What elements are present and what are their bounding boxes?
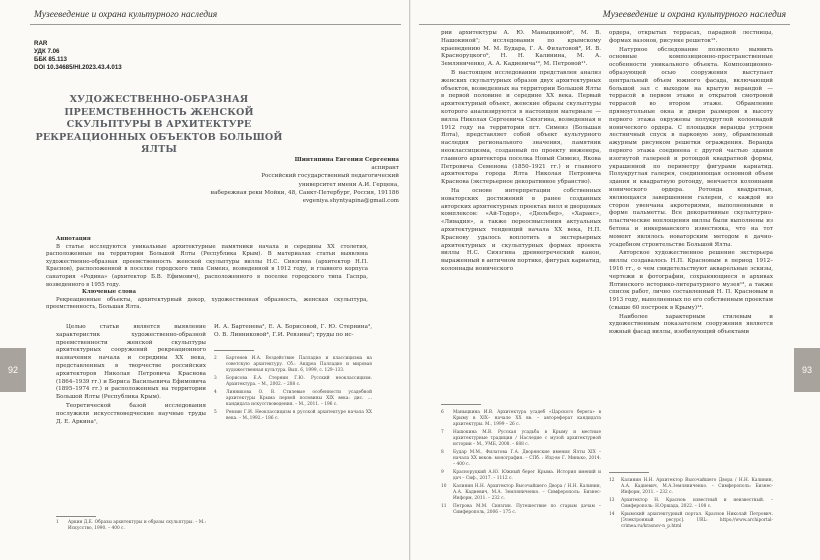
footnote-rule (56, 516, 96, 517)
footnotes-right-2 (609, 478, 773, 532)
author-email: evgeniya.shyntyapina@gmail.com (302, 198, 399, 205)
author-line: университет имени А.И. Герцена, (298, 181, 399, 188)
page-number-left: 92 (0, 348, 26, 392)
left-column-1 (56, 324, 206, 427)
paragraph: Целью статьи является выявление характеристик художественно-образной преемственности женской скульптуры архитектурных сооружений рекреационного назначения начала и середины XX века, представленных в творчестве российских архитекторов Николая Петровича Краснова (1864–1939 гг.) и Бориса Васильевича Ефимовича (1895–1974 гг.) и расположенных на территории Большой Ялты (Республика Крым). (56, 324, 206, 401)
paragraph: Теоретической базой исследования послужили искусствоведческие научные труды Д. Е. Аркина¹, (56, 402, 206, 425)
abstract-text: В статье исследуются уникальные архитектурные памятники начала и середины XX столетия, расположенные на территории Большой Ялты (Республика Крым). В материалах статьи выявлена художественно-образная преемственность женской скульптуры виллы Н.С. Сиязгина (архитектор Н.П. Краснов), расположенной в поселке городского типа Симеиз, возведенной в 1912 году, и главного корпуса санатория «Родина» (архитектор Б.В. Ефимович), расположенного в поселке городского типа Гаспра, возведенного в 1955 году. (46, 243, 368, 288)
header-rule-right (419, 24, 790, 25)
paragraph: Натурное обследование позволило выявить основные композиционно-пространственные особенности уникального объекта. Композиционно-образующей осью сооружения выступает центральный объем южного фасада, включающий большой зал с выходом на крытую верандой — террасой в первом этаже и открытой смотровой террасой во втором этаже. Обрамление прямоугольные окна и двери размером в высоту первого этажа окружены полукруглой колоннадой ионического ордера. С площадки веранды устроен лестничный спуск в парковую зону, обрамленный ажурным рисунком решетки ограждения. Веранда первого этажа соединена с другой частью здания изогнутой галереей и ротондой квадратной формы, украшенной по периметру фигурами кариатид. Полукруглая галерея, соединяющая основной объем здания и квадратную ротонду, венчается колоннами ионического ордера. Ротонда квадратная, являющаяся завершением галереи, с каждой из сторон увенчана акротериями, выполненными в форме пальметты. Все декоративные скульптурно-пластические воплощения виллы были выполнены из бетона и инкерманского известняка, что на тот момент являлось новаторским методом в дачно-усадебном строительстве Большой Ялты. (609, 46, 773, 248)
meta-line: УДК 7.06 (34, 48, 60, 55)
header-rule-left (30, 24, 401, 25)
running-header-left: Музееведение и охрана культурного наследия (34, 10, 218, 20)
author-line: аспирант (371, 165, 399, 172)
footnote: 13 Архитектор Н. Краснов: известный и неизвестный. – Симферополь: Н.Оршада, 2022. – 108 с. (609, 498, 773, 509)
paragraph: На основе интерпретации собственных новаторских достижений в ранее созданных авторских архитектурных проектах вилл и дворцовых комплексов: «Ай-Тодор», «Дюльбер», «Харакс», «Ливадия», а также переосмысления актуальных архитектурных тенденций начала XX века, Н.П. Краснову удалось воплотить в экстерьерных архитектурных и скульптурных формах проекта виллы Н.С. Сиязгина древнегреческий канон, выраженный в античном портике, фигурах кариатид, колоннады ионического (441, 187, 601, 272)
footnote: 10 Калинин Н.Н. Архитектор Высочайшего Двора / Н.Н. Калинин, А.А. Кадиевич, М.А. Земляниченко. – Симферополь: Бизнес-Информ, 2011. – 232 с. (441, 484, 601, 501)
meta-line: RAR (34, 40, 48, 47)
author-line: Российский государственный педагогический (261, 173, 399, 180)
footnote: 2 Бартенев И.А. Воздействие Палладио и классицизма на советскую архитектуру. Сб.: Андреа Палладио и мировая художественная культура. Вып. 6, 1999, с. 129–133. (214, 356, 372, 373)
meta-line: ББК 85.113 (34, 56, 67, 63)
right-page (410, 0, 820, 560)
footnote: 12 Калинин Н.Н. Архитектор Высочайшего Двора / Н.Н. Калинин, А.А. Кадиевич, М.А.Земляниченко. – Симферополь: Бизнес-Информ, 2011. – 232 с. (609, 478, 773, 495)
paragraph: рии архитектуры А. Ю. Маныцкиной⁶, М. В. Нашокиной⁷; исследования по крымскому краеведению М. М. Будара, Г. А. Филатовой⁸, И. В. Красноруцкого⁹, Н. Н. Калинина, М. А. Земляниченко, А. А. Кадиевича¹⁰, М. Петровой¹¹. (441, 30, 601, 68)
footnotes-right-1 (441, 410, 601, 518)
footnote: 9 Красноруцкий А.Ю. Южный берег Крыма. История имений и дач – Сиф., 2017. – 1112 с. (441, 470, 601, 481)
paragraph: В настоящем исследовании представлен анализ женских скульптурных образов двух архитектурных объектов, возведенных на территории Большой Ялты в первой половине и середине XX века. Первый архитектурный объект, женские образы скульптуры которого анализируются в настоящем материале — вилла Николая Сергеевича Сиязгина, возведенная в 1912 году на территории пгт. Симеиз (Большая Ялта), представляет собой объект культурного наследия регионального значения, памятник неоклассицизма, созданный по проекту инженера, главного архитектора поселка Новый Симеиз, Якова Петровича Семенова (1850–1921 гг.) и главного архитектора города Ялта Николая Петровича Краснова (экстерьерное декоративное убранство). (441, 69, 601, 186)
footnote-rule (609, 472, 649, 473)
page-number-right: 93 (794, 348, 820, 392)
keywords-label: Ключевые слова (82, 289, 136, 296)
footnote: 7 Нашокина М.В. Русская усадьба в Крыму и местные архитектурные традиции / Наследие с музой архитектурной истории – М., УМБ, 2008. – 688 с. (441, 430, 601, 447)
footnote: 14 Крымский архитектурный портал. Краснов Николай Петрович. [Электронный ресурс]. URL: https://www.archiportal-crimea.ru/krasnov-n_p.html (609, 512, 773, 529)
left-column-2 (214, 324, 372, 341)
paragraph: Авторское художественное решение экстерьера виллы создавалось Н.П. Красновым в период 1912–1916 гг., о чем свидетельствуют акварельные эскизы, чертежи и фотографии, сохраняющиеся в архивах Ялтинского историко-литературного музея¹³, а также список работ, лично составленный Н. П. Красновым в 1913 году, выполненных по его собственным проектам (свыше 60 построек в Крыму)¹⁴. (609, 250, 773, 311)
abstract-block (46, 236, 368, 312)
author-block (169, 156, 399, 205)
keywords-text: Рекреационные объекты, архитектурный декор, художественная образность, женская скульптура, преемственность, Большая Ялта. (46, 296, 368, 311)
running-header-right: Музееведение и охрана культурного наследия (602, 10, 786, 20)
footnote: 11 Петрова М.М. Сиязгин. Путешествие по старым дачам – Симферополь, 2006 – 175 с. (441, 504, 601, 515)
meta-line: DOI 10.34685/HI.2023.43.4.013 (34, 64, 122, 71)
footnote: 8 Будар М.М., Филатова Г.А. Дворянские имения Ялты XIX – начала XX веков: монография. – СПб. : Изд-во Г. Минько, 2014. – 400 с. (441, 450, 601, 467)
author-line: набережная реки Мойки, 48, Санкт-Петербург, Россия, 191186 (210, 189, 399, 196)
footnote: 5 Ревзин Г.И. Неоклассицизм в русской архитектуре начала XX века. – М.,1992.– 186 с. (214, 410, 372, 421)
article-title: ХУДОЖЕСТВЕННО-ОБРАЗНАЯ ПРЕЕМСТВЕННОСТЬ ЖЕНСКОЙ СКУЛЬПТУРЫ В АРХИТЕКТУРЕ РЕКРЕАЦИОННЫХ ОБЪЕКТОВ БОЛЬШОЙ ЯЛТЫ (35, 94, 283, 155)
paragraph: ордера, открытых террасах, парадной лестницы, формах вазонов, рисунке решеток¹². (609, 30, 773, 44)
right-column-1 (441, 30, 601, 275)
footnote: 6 Маныцкина И.В. Архитектура усадеб «Царского берега» в Крыму в XIX– начале XX вв. – автореферат кандидата архитектуры. М., 1999 – 26 с. (441, 410, 601, 427)
right-column-2 (609, 30, 773, 338)
footnote: 4 Линникова О. В. Стилевые особенности усадебной архитектуры Крыма первой половины XIX века: дис. … кандидата искусствоведения. – М., 2011. – 196 с. (214, 390, 372, 407)
paragraph: И. А. Бартеневa², Е. А. Борисовой, Г. Ю. Стернина³, О. В. Линниковой⁴, Г.И. Ревзина⁵; труды по ис- (214, 324, 372, 338)
abstract-label: Аннотация (56, 236, 91, 242)
footnote: 1 Аркин Д.Е. Образы архитектуры и образы скульптуры. – М.: Искусство, 1990. – 400 с. (56, 520, 206, 531)
footnotes-left-1 (56, 520, 206, 534)
footnote: 3 Борисова Е.А. Стернин Г.Ю. Русский неоклассицизм. Архитектура. – М., 2002. – 288 с. (214, 376, 372, 387)
footnote-rule (214, 350, 254, 351)
footnote-rule (441, 404, 481, 405)
footnotes-left-2 (214, 356, 372, 424)
paragraph: Наиболее характерным стилевым и художественным показателем сооружения является южный фасад виллы, изобилующий объектами (609, 313, 773, 336)
article-meta (34, 40, 122, 72)
author-name: Шинтяпина Евгения Сергеевна (294, 157, 399, 163)
